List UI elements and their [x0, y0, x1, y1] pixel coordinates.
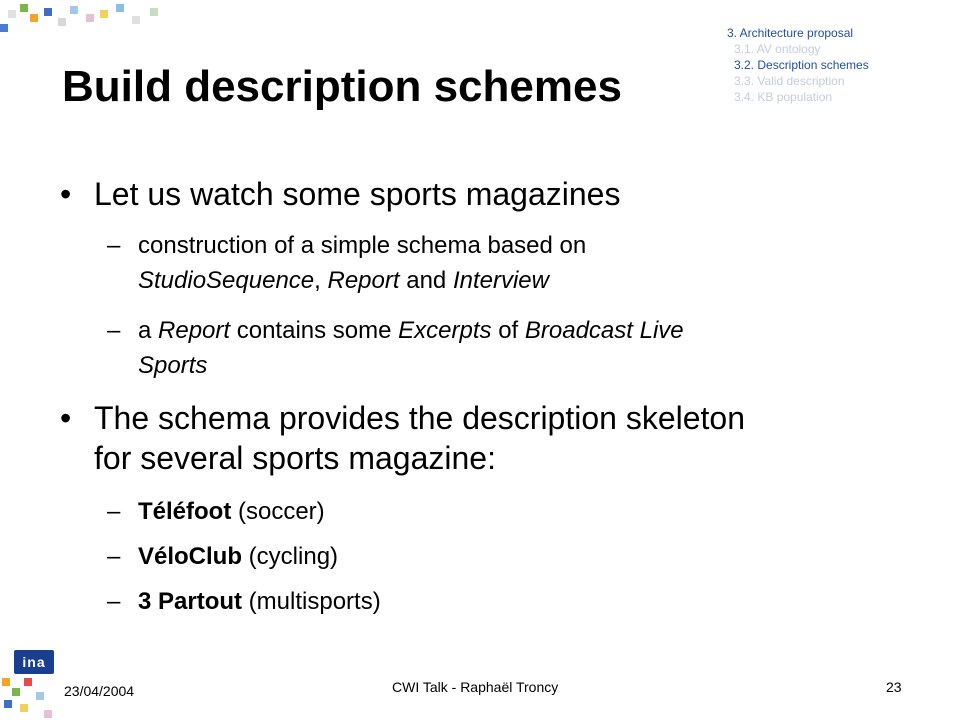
magazine-entry: 3 Partout (multisports)	[138, 588, 381, 615]
decorative-pixels	[0, 0, 200, 40]
outline-section: 3. Architecture proposal	[727, 26, 854, 40]
dash-glyph: –	[107, 498, 121, 525]
sub-bullet-text: a Report contains some Excerpts of Broadcast Live	[138, 317, 684, 344]
outline-item: 3.3. Valid description	[734, 74, 845, 88]
bullet-text: The schema provides the description skeleton	[94, 400, 746, 436]
sub-bullet-text-cont: StudioSequence, Report and Interview	[138, 267, 549, 294]
dash-glyph: –	[107, 543, 121, 570]
sub-bullet-text: construction of a simple schema based on	[138, 232, 587, 259]
bullet-glyph: •	[60, 176, 72, 212]
outline-item: 3.1. AV ontology	[734, 42, 821, 56]
dash-glyph: –	[107, 232, 121, 259]
footer-date: 23/04/2004	[64, 683, 135, 699]
bullet-text: Let us watch some sports magazines	[94, 176, 621, 212]
section-outline	[727, 25, 869, 105]
magazine-entry: VéloClub (cycling)	[138, 543, 339, 570]
slide-title: Build description schemes	[62, 62, 622, 111]
bullet-glyph: •	[60, 400, 72, 436]
dash-glyph: –	[107, 588, 121, 615]
magazine-entry: Téléfoot (soccer)	[138, 498, 325, 525]
outline-item: 3.4. KB population	[734, 90, 833, 104]
ina-logo: ina	[14, 650, 54, 674]
sub-bullet-text-cont: Sports	[138, 352, 208, 379]
page-number: 23	[886, 679, 902, 695]
footer-title: CWI Talk - Raphaël Troncy	[392, 679, 559, 695]
dash-glyph: –	[107, 317, 121, 344]
logo-pixels	[0, 672, 60, 720]
bullet-text-cont: for several sports magazine:	[94, 440, 496, 476]
outline-item-active: 3.2. Description schemes	[734, 58, 869, 72]
